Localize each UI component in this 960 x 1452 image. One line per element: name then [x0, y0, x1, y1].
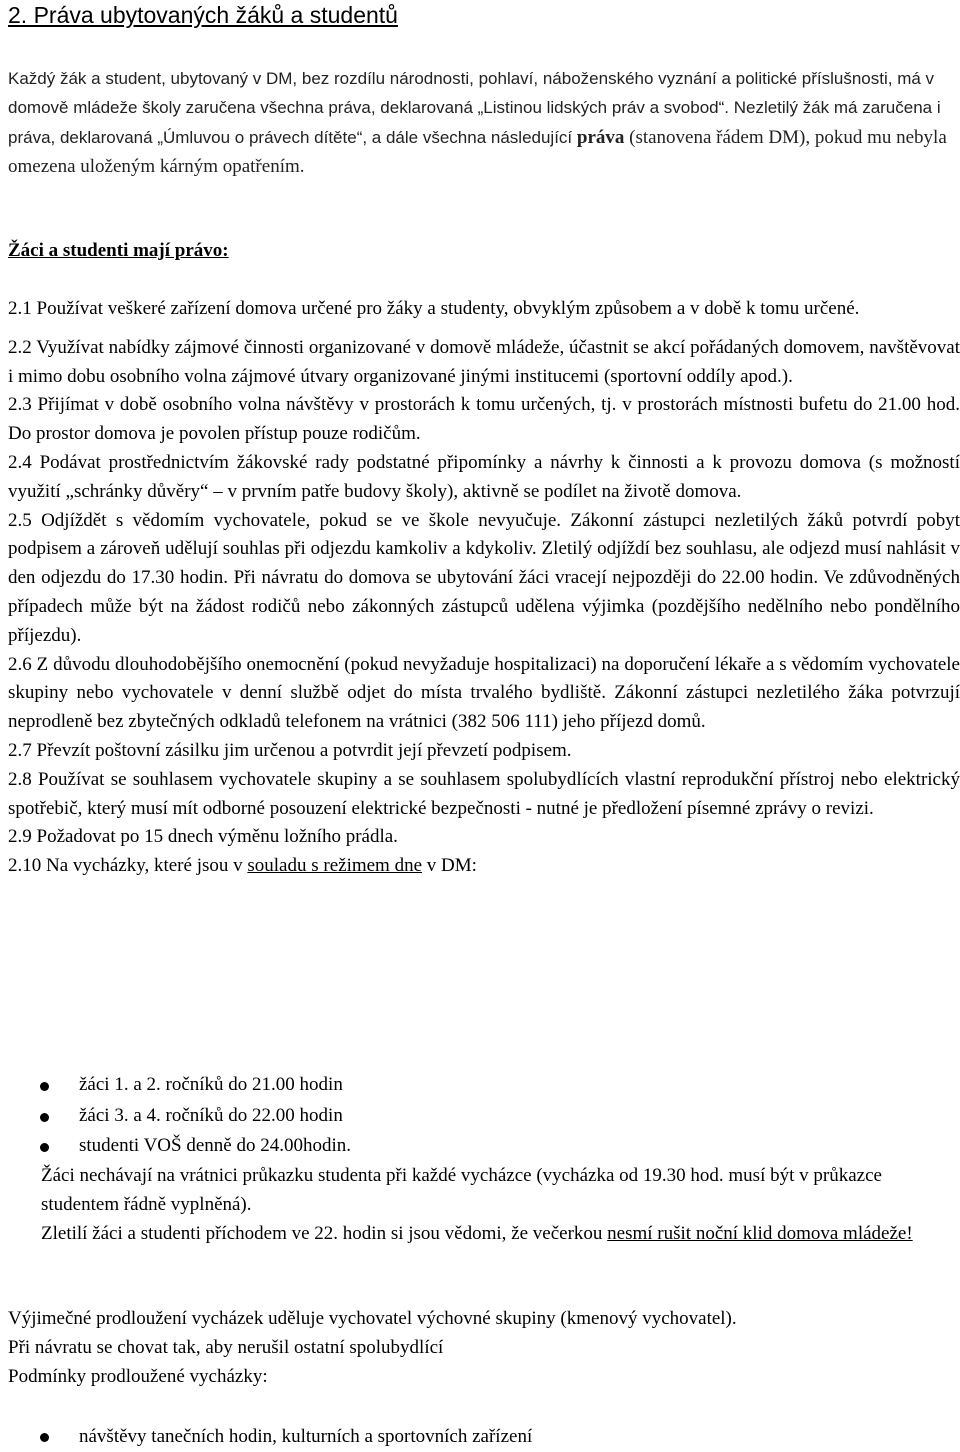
right-item-2-7: 2.7 Převzít poštovní zásilku jim určenou a potvrdit její převzetí podpisem. [8, 739, 572, 761]
intro-text-1: Každý žák a student, ubytovaný v DM, bez rozdílu národnosti, pohlaví, náboženského vyznání a politické příslušnosti, má v domově mládeže školy zaručena všechna práva, deklarovaná „Listinou lidských práv a svobod“. Nezletilý žák má zaručena i práva, deklarovaná „Úmluvou o právech dítěte“, a dále všechna následující [8, 69, 941, 147]
right-item-2-8: 2.8 Používat se souhlasem vychovatele skupiny a se souhlasem spolubydlících vlastní reprodukční přístroj nebo elektrický spotřebič, který musí mít odborné posouzení elektrické bezpečnosti - nutné je předložení písemné zprávy o revizi. [8, 768, 960, 819]
footer-line-conditions: Podmínky prodloužené vycházky: [8, 1366, 268, 1387]
list-item: žáci 1. a 2. ročníků do 21.00 hodin [8, 1070, 960, 1101]
right-item-2-1: 2.1 Používat veškeré zařízení domova určené pro žáky a studenty, obvyklým způsobem a v době k tomu určené. [8, 298, 860, 319]
footer-paragraphs [8, 1304, 960, 1391]
conditions-bullet-list [8, 1422, 960, 1451]
intro-bold-text: práva [576, 126, 625, 148]
note-night-quiet-underlined: nesmí rušit noční klid domova mládeže! [607, 1223, 913, 1245]
right-item-2-10-text: 2.10 Na vycházky, které jsou v [8, 855, 243, 877]
section-heading: 2. Práva ubytovaných žáků a studentů [8, 2, 398, 28]
note-student-card: Žáci nechávají na vrátnici průkazku studenta při každé vycházce (vycházka od 19.30 hod. musí být v průkazce studentem řádně vyplněná). [41, 1165, 882, 1216]
footer-line-extension: Výjimečné prodloužení vycházek uděluje vychovatel výchovné skupiny (kmenový vychovatel). [8, 1308, 737, 1329]
intro-paragraph [8, 64, 960, 182]
right-item-2-6: 2.6 Z důvodu dlouhodobějšího onemocnění (pokud nevyžaduje hospitalizaci) na doporučení lékaře a s vědomím vychovatele skupiny nebo vychovatele v denní službě odjet do místa trvalého bydliště. Zákonní zástupci nezletilého žáka potvrzují neprodleně bez zbytečných odkladů telefonem na vrátnici (382 506 111) jeho příjezd domů. [8, 653, 960, 733]
list-item: studenti VOŠ denně do 24.00hodin. [8, 1131, 960, 1162]
right-item-2-10 [8, 852, 960, 881]
list-item: žáci 3. a 4. ročníků do 22.00 hodin [8, 1101, 960, 1132]
note-night-quiet-text: Zletilí žáci a studenti příchodem ve 22. hodin si jsou vědomi, že večerkou [41, 1223, 603, 1245]
curfew-bullet-list [8, 1070, 960, 1162]
right-item-2-4: 2.4 Podávat prostřednictvím žákovské rady podstatné připomínky a návrhy k činnosti a k provozu domova (s možností využití „schránky důvěry“ – v prvním patře budovy školy), aktivně se podílet na životě domova. [8, 451, 960, 502]
curfew-notes [41, 1161, 960, 1249]
rights-subheading: Žáci a studenti mají právo: [8, 240, 229, 261]
intro-text-2: (stanovena řádem DM), pokud mu nebyla omezena uloženým kárným opatřením. [8, 126, 947, 178]
right-item-2-10-underlined: souladu s režimem dne [247, 855, 423, 877]
right-item-2-10-suffix: v DM: [426, 855, 477, 877]
rights-list [8, 295, 960, 881]
right-item-2-3: 2.3 Přijímat v době osobního volna návštěvy v prostorách k tomu určených, tj. v prostorách místnosti bufetu do 21.00 hod. Do prostor domova je povolen přístup pouze rodičům. [8, 394, 960, 445]
right-item-2-9: 2.9 Požadovat po 15 dnech výměnu ložního prádla. [8, 826, 398, 848]
list-item: návštěvy tanečních hodin, kulturních a sportovních zařízení [8, 1422, 960, 1451]
right-item-2-5: 2.5 Odjíždět s vědomím vychovatele, pokud se ve škole nevyučuje. Zákonní zástupci nezletilých žáků potvrdí pobyt podpisem a zároveň udělují souhlas při odjezdu kamkoliv a kdykoliv. Zletilý odjíždí bez souhlasu, ale odjezd musí nahlásit v den odjezdu do 17.30 hodin. Při návratu do domova se ubytování žáci vracejí nejpozději do 22.00 hodin. Ve zdůvodněných případech může být na žádost rodičů nebo zákonných zástupců udělena výjimka (pozdějšího nedělního nebo pondělního příjezdu). [8, 509, 960, 646]
footer-line-return: Při návratu se chovat tak, aby nerušil ostatní spolubydlící [8, 1337, 444, 1358]
right-item-2-2: 2.2 Využívat nabídky zájmové činnosti organizované v domově mládeže, účastnit se akcí pořádaných domovem, navštěvovat i mimo dobu osobního volna zájmové útvary organizované jinými institucemi (sportovní oddíly apod.). [8, 336, 960, 387]
note-night-quiet [41, 1219, 960, 1248]
